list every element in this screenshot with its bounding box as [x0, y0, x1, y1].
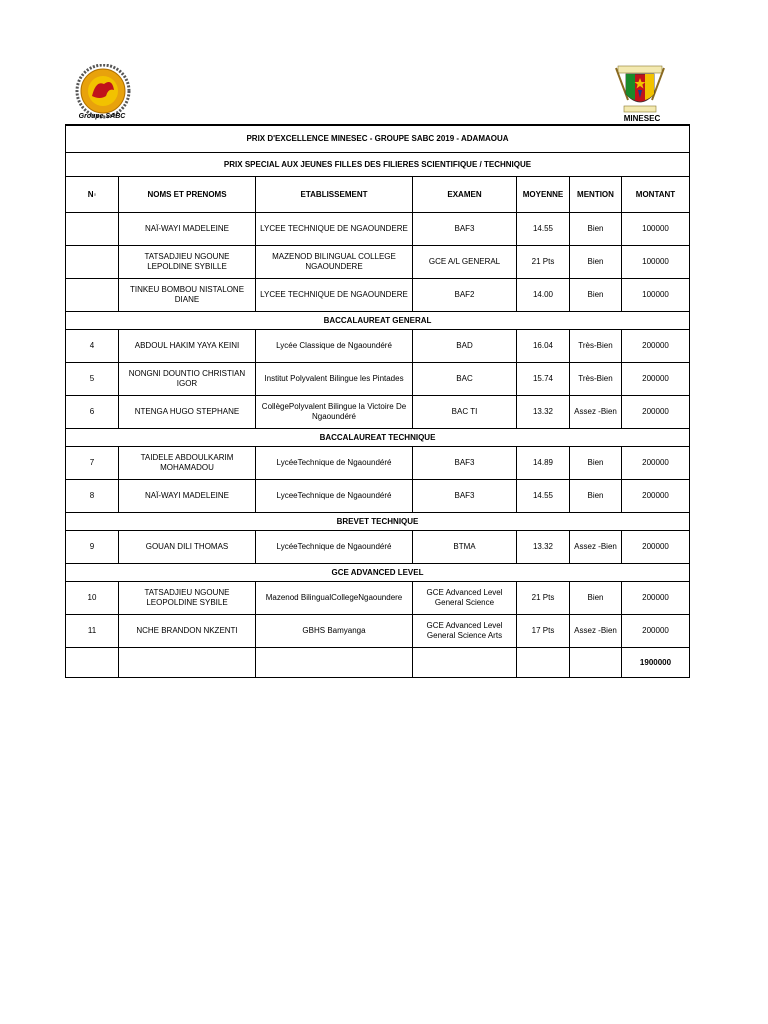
section-label: BACCALAUREAT TECHNIQUE	[66, 429, 690, 447]
table-row	[66, 246, 690, 279]
cell-exam: BAF3	[413, 447, 517, 480]
cell-average: 13.32	[517, 531, 570, 564]
cell-num: 11	[66, 615, 119, 648]
header-name: NOMS ET PRENOMS	[119, 177, 256, 213]
cell-name: NAÏ-WAYI MADELEINE	[119, 480, 256, 513]
minesec-caption: MINESEC	[623, 114, 661, 123]
table-row	[66, 582, 690, 615]
cell-mention: Assez -Bien	[570, 396, 622, 429]
cell-amount: 200000	[622, 615, 690, 648]
cell-school: Institut Polyvalent Bilingue les Pintades	[256, 363, 413, 396]
header-mention: MENTION	[570, 177, 622, 213]
cell-average: 16.04	[517, 330, 570, 363]
cell-name: NONGNI DOUNTIO CHRISTIAN IGOR	[119, 363, 256, 396]
section-row	[66, 312, 690, 330]
header-row	[66, 177, 690, 213]
cell-num: 8	[66, 480, 119, 513]
cell-mention: Bien	[570, 213, 622, 246]
cell-amount: 200000	[622, 531, 690, 564]
total-cell-empty	[119, 648, 256, 678]
cell-mention: Assez -Bien	[570, 615, 622, 648]
table-row	[66, 396, 690, 429]
cell-average: 17 Pts	[517, 615, 570, 648]
header-exam: EXAMEN	[413, 177, 517, 213]
cell-num	[66, 246, 119, 279]
cell-average: 13.32	[517, 396, 570, 429]
section-label: BREVET TECHNIQUE	[66, 513, 690, 531]
header-school: ETABLISSEMENT	[256, 177, 413, 213]
cell-exam: GCE Advanced Level General Science	[413, 582, 517, 615]
table-row	[66, 480, 690, 513]
cell-amount: 100000	[622, 279, 690, 312]
table-subtitle: PRIX SPECIAL AUX JEUNES FILLES DES FILIERES SCIENTIFIQUE / TECHNIQUE	[66, 153, 690, 177]
cell-average: 14.00	[517, 279, 570, 312]
cell-exam: GCE Advanced Level General Science Arts	[413, 615, 517, 648]
total-cell-empty	[517, 648, 570, 678]
cameroon-coat-of-arms-icon	[612, 60, 668, 116]
section-row	[66, 513, 690, 531]
cell-mention: Très-Bien	[570, 363, 622, 396]
cell-amount: 200000	[622, 447, 690, 480]
total-cell-empty	[570, 648, 622, 678]
cell-school: MAZENOD BILINGUAL COLLEGE NGAOUNDERE	[256, 246, 413, 279]
cell-num: 4	[66, 330, 119, 363]
cell-exam: BAF2	[413, 279, 517, 312]
cell-school: Mazenod BilingualCollegeNgaoundere	[256, 582, 413, 615]
cell-average: 14.55	[517, 213, 570, 246]
cell-school: GBHS Bamyanga	[256, 615, 413, 648]
cell-name: NAÏ-WAYI MADELEINE	[119, 213, 256, 246]
section-label: GCE ADVANCED LEVEL	[66, 564, 690, 582]
cell-amount: 100000	[622, 213, 690, 246]
cell-name: NCHE BRANDON NKZENTI	[119, 615, 256, 648]
section-row	[66, 564, 690, 582]
cell-average: 14.55	[517, 480, 570, 513]
cell-name: NTENGA HUGO STEPHANE	[119, 396, 256, 429]
cell-amount: 200000	[622, 480, 690, 513]
cell-name: ABDOUL HAKIM YAYA KEINI	[119, 330, 256, 363]
table-title: PRIX D'EXCELLENCE MINESEC - GROUPE SABC 2019 - ADAMAOUA	[66, 125, 690, 153]
cell-school: LyceeTechnique de Ngaoundéré	[256, 480, 413, 513]
cell-num	[66, 279, 119, 312]
awards-table	[65, 124, 690, 678]
cell-exam: BAF3	[413, 480, 517, 513]
cell-exam: GCE A/L GENERAL	[413, 246, 517, 279]
cell-school: LYCEE TECHNIQUE DE NGAOUNDERE	[256, 279, 413, 312]
cell-amount: 200000	[622, 582, 690, 615]
cell-school: LycéeTechnique de Ngaoundéré	[256, 531, 413, 564]
table-row	[66, 531, 690, 564]
cell-num: 7	[66, 447, 119, 480]
cell-amount: 200000	[622, 363, 690, 396]
cell-exam: BTMA	[413, 531, 517, 564]
cell-mention: Très-Bien	[570, 330, 622, 363]
cell-mention: Bien	[570, 246, 622, 279]
cell-mention: Bien	[570, 447, 622, 480]
table-row	[66, 330, 690, 363]
header-average: MOYENNE	[517, 177, 570, 213]
cell-name: TAIDELE ABDOULKARIM MOHAMADOU	[119, 447, 256, 480]
cell-school: CollègePolyvalent Bilingue la Victoire De Ngaoundéré	[256, 396, 413, 429]
cell-average: 14.89	[517, 447, 570, 480]
table-row	[66, 363, 690, 396]
cell-school: LycéeTechnique de Ngaoundéré	[256, 447, 413, 480]
cell-mention: Bien	[570, 279, 622, 312]
cell-average: 21 Pts	[517, 582, 570, 615]
cell-exam: BAC	[413, 363, 517, 396]
table-row	[66, 447, 690, 480]
cell-mention: Bien	[570, 582, 622, 615]
cell-mention: Bien	[570, 480, 622, 513]
header-amount: MONTANT	[622, 177, 690, 213]
cell-num: 9	[66, 531, 119, 564]
cell-num: 5	[66, 363, 119, 396]
cell-amount: 200000	[622, 330, 690, 363]
header-num: N◦	[66, 177, 119, 213]
cell-exam: BAC TI	[413, 396, 517, 429]
cell-amount: 200000	[622, 396, 690, 429]
cell-exam: BAF3	[413, 213, 517, 246]
cell-average: 21 Pts	[517, 246, 570, 279]
cell-average: 15.74	[517, 363, 570, 396]
total-amount: 1900000	[622, 648, 690, 678]
sabc-logo-caption: Groupe SABC	[78, 113, 126, 120]
section-label: BACCALAUREAT GENERAL	[66, 312, 690, 330]
total-cell-empty	[256, 648, 413, 678]
cell-amount: 100000	[622, 246, 690, 279]
cell-num	[66, 213, 119, 246]
table-row	[66, 615, 690, 648]
total-cell-empty	[413, 648, 517, 678]
cell-exam: BAD	[413, 330, 517, 363]
cell-num: 6	[66, 396, 119, 429]
total-row	[66, 648, 690, 678]
cell-name: TINKEU BOMBOU NISTALONE DIANE	[119, 279, 256, 312]
cell-name: TATSADJIEU NGOUNE LEOPOLDINE SYBILE	[119, 582, 256, 615]
cell-school: LYCEE TECHNIQUE DE NGAOUNDERE	[256, 213, 413, 246]
cell-num: 10	[66, 582, 119, 615]
total-cell-empty	[66, 648, 119, 678]
table-row	[66, 279, 690, 312]
table-row	[66, 213, 690, 246]
cell-name: GOUAN DILI THOMAS	[119, 531, 256, 564]
section-row	[66, 429, 690, 447]
cell-name: TATSADJIEU NGOUNE LEPOLDINE SYBILLE	[119, 246, 256, 279]
cell-mention: Assez -Bien	[570, 531, 622, 564]
cell-school: Lycée Classique de Ngaoundéré	[256, 330, 413, 363]
